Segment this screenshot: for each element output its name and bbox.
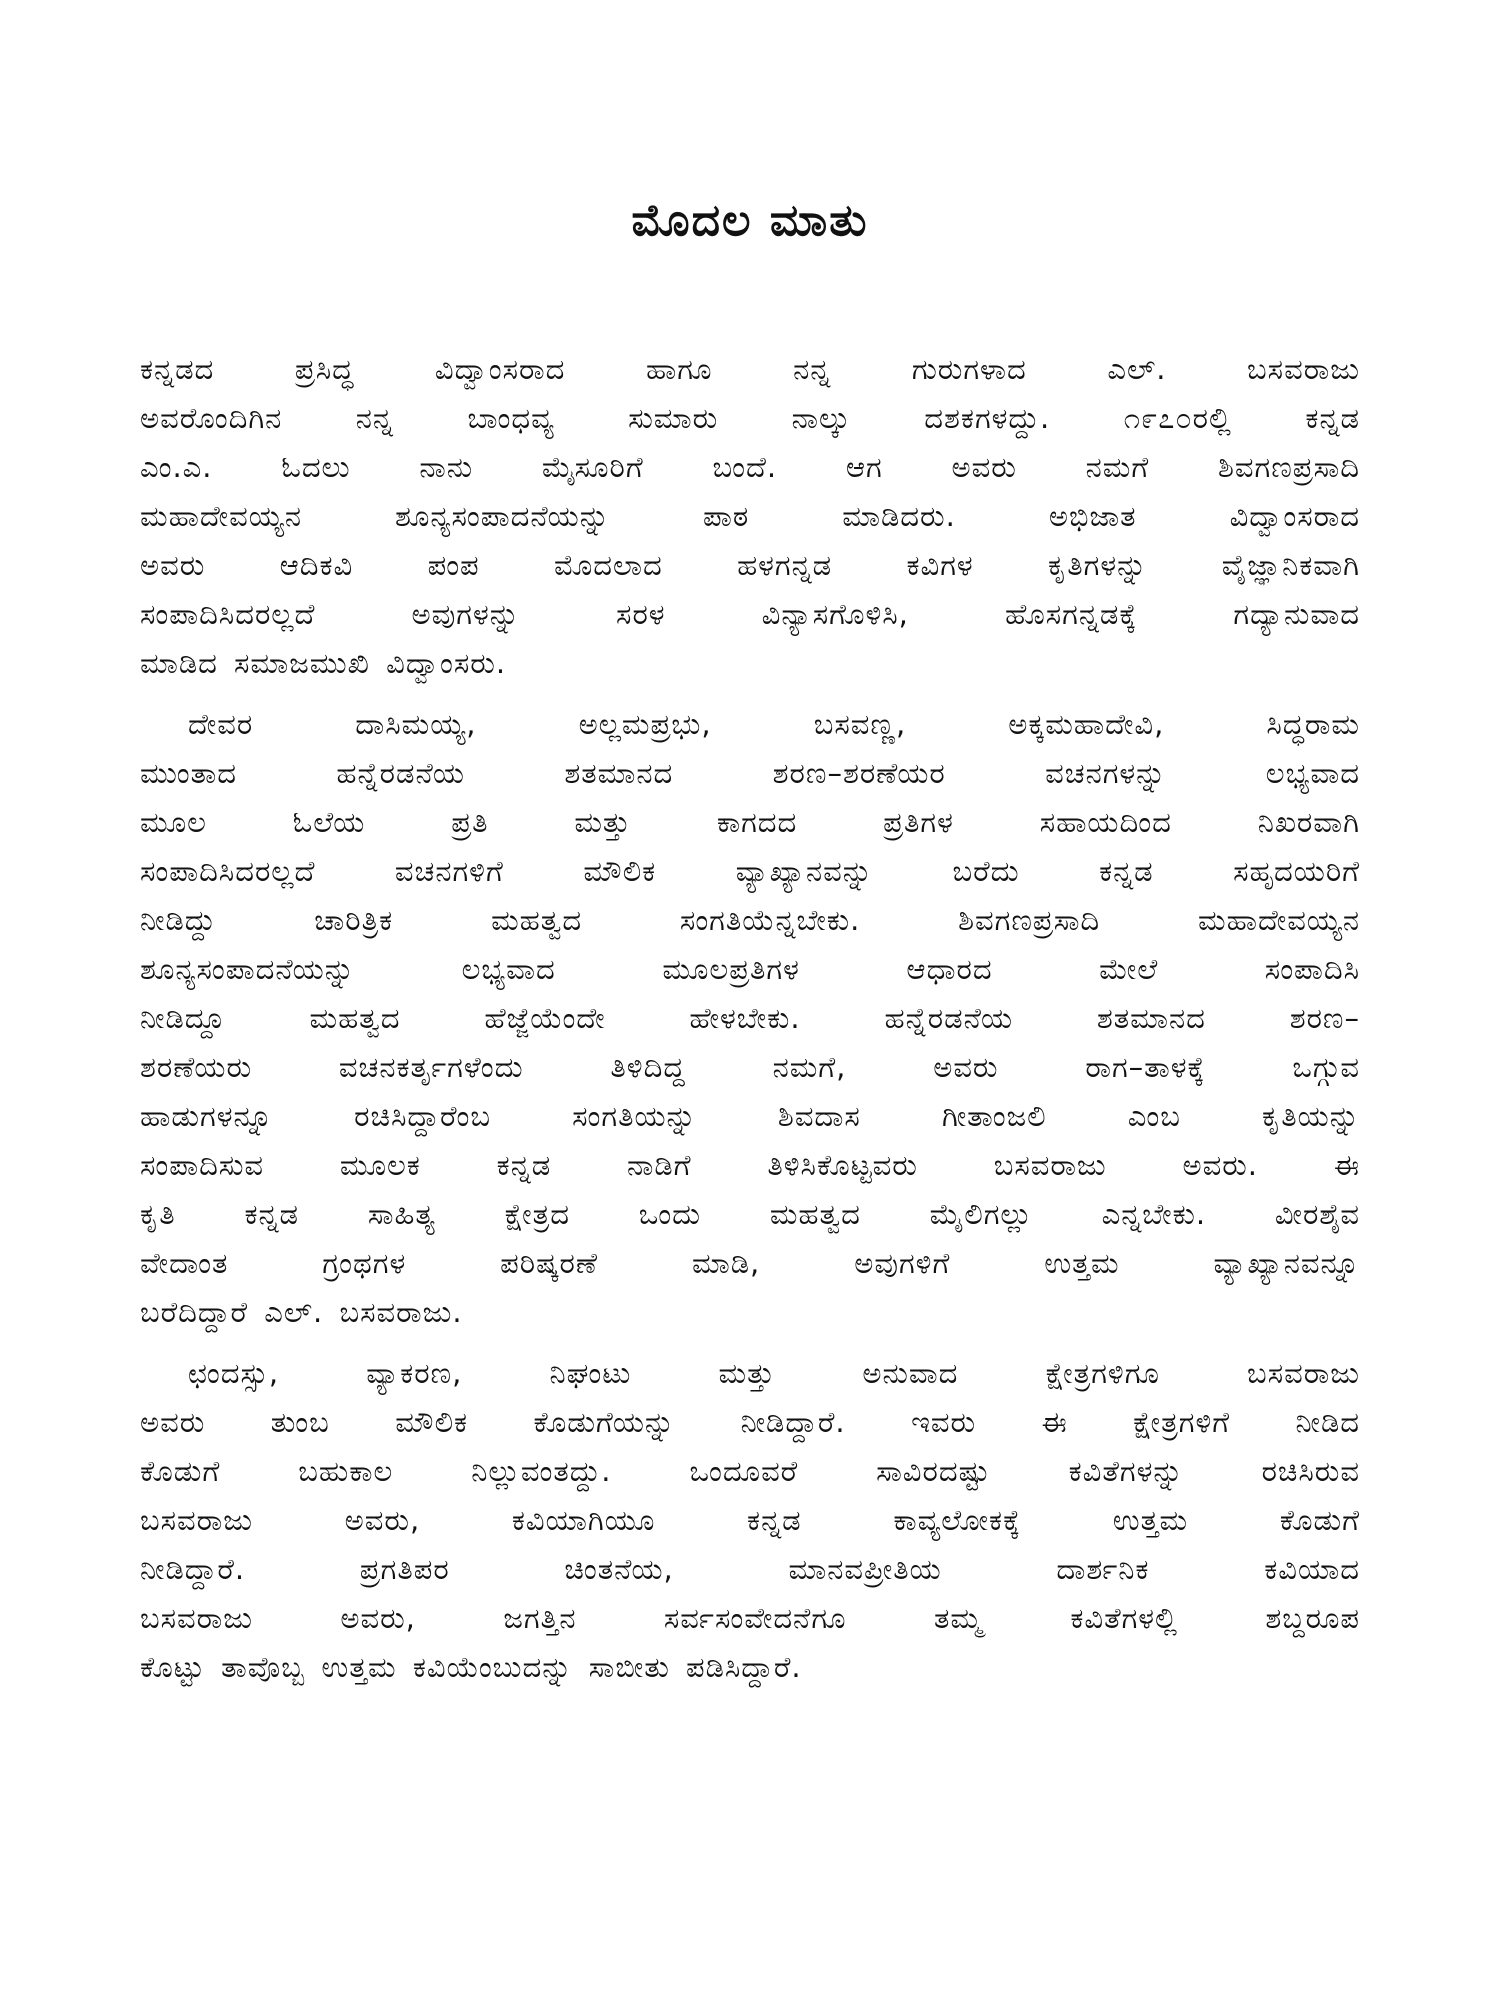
text-line: ಮುಂತಾದ ಹನ್ನೆರಡನೆಯ ಶತಮಾನದ ಶರಣ–ಶರಣೆಯರ ವಚನಗಳನ್ನು ಲಭ್ಯವಾದ	[140, 756, 1360, 790]
text-line: ಕೃತಿ ಕನ್ನಡ ಸಾಹಿತ್ಯ ಕ್ಷೇತ್ರದ ಒಂದು ಮಹತ್ವದ ಮೈಲಿಗಲ್ಲು ಎನ್ನಬೇಕು. ವೀರಶೈವ	[140, 1197, 1360, 1231]
text-line: ಸಂಪಾದಿಸಿದರಲ್ಲದೆ ಅವುಗಳನ್ನು ಸರಳ ವಿನ್ಯಾಸಗೊಳಿಸಿ, ಹೊಸಗನ್ನಡಕ್ಕೆ ಗದ್ಯಾನುವಾದ	[140, 597, 1360, 631]
text-line: ಮಹಾದೇವಯ್ಯನ ಶೂನ್ಯಸಂಪಾದನೆಯನ್ನು ಪಾಠ ಮಾಡಿದರು. ಅಭಿಜಾತ ವಿದ್ವಾಂಸರಾದ	[140, 499, 1360, 533]
text-line: ನೀಡಿದ್ದೂ ಮಹತ್ವದ ಹೆಜ್ಜೆಯೆಂದೇ ಹೇಳಬೇಕು. ಹನ್ನೆರಡನೆಯ ಶತಮಾನದ ಶರಣ–	[140, 1001, 1360, 1035]
text-line: ಮೂಲ ಓಲೆಯ ಪ್ರತಿ ಮತ್ತು ಕಾಗದದ ಪ್ರತಿಗಳ ಸಹಾಯದಿಂದ ನಿಖರವಾಗಿ	[140, 805, 1360, 839]
text-line: ಅವರು ಆದಿಕವಿ ಪಂಪ ಮೊದಲಾದ ಹಳಗನ್ನಡ ಕವಿಗಳ ಕೃತಿಗಳನ್ನು ವೈಜ್ಞಾನಿಕವಾಗಿ	[140, 548, 1360, 582]
document-body	[140, 345, 1360, 1704]
text-line: ಎಂ.ಎ. ಓದಲು ನಾನು ಮೈಸೂರಿಗೆ ಬಂದೆ. ಆಗ ಅವರು ನಮಗೆ ಶಿವಗಣಪ್ರಸಾದಿ	[140, 450, 1360, 484]
text-line: ಅವರೊಂದಿಗಿನ ನನ್ನ ಬಾಂಧವ್ಯ ಸುಮಾರು ನಾಲ್ಕು ದಶಕಗಳದ್ದು. ೧೯೭೦ರಲ್ಲಿ ಕನ್ನಡ	[140, 401, 1360, 435]
paragraph-2	[140, 700, 1360, 1337]
text-line: ಶೂನ್ಯಸಂಪಾದನೆಯನ್ನು ಲಭ್ಯವಾದ ಮೂಲಪ್ರತಿಗಳ ಆಧಾರದ ಮೇಲೆ ಸಂಪಾದಿಸಿ	[140, 952, 1360, 986]
text-line: ಕೊಟ್ಟು ತಾವೊಬ್ಬ ಉತ್ತಮ ಕವಿಯೆಂಬುದನ್ನು ಸಾಬೀತು ಪಡಿಸಿದ್ದಾರೆ.	[140, 1650, 802, 1684]
text-line: ಛಂದಸ್ಸು, ವ್ಯಾಕರಣ, ನಿಘಂಟು ಮತ್ತು ಅನುವಾದ ಕ್ಷೇತ್ರಗಳಿಗೂ ಬಸವರಾಜು	[188, 1356, 1360, 1390]
text-line: ಕನ್ನಡದ ಪ್ರಸಿದ್ಧ ವಿದ್ವಾಂಸರಾದ ಹಾಗೂ ನನ್ನ ಗುರುಗಳಾದ ಎಲ್. ಬಸವರಾಜು	[140, 352, 1360, 386]
text-line: ಬರೆದಿದ್ದಾರೆ ಎಲ್. ಬಸವರಾಜು.	[140, 1295, 463, 1329]
text-line: ಸಂಪಾದಿಸುವ ಮೂಲಕ ಕನ್ನಡ ನಾಡಿಗೆ ತಿಳಿಸಿಕೊಟ್ಟವರು ಬಸವರಾಜು ಅವರು. ಈ	[140, 1148, 1360, 1182]
text-line: ನೀಡಿದ್ದು ಚಾರಿತ್ರಿಕ ಮಹತ್ವದ ಸಂಗತಿಯೆನ್ನಬೇಕು. ಶಿವಗಣಪ್ರಸಾದಿ ಮಹಾದೇವಯ್ಯನ	[140, 903, 1360, 937]
text-line: ಕೊಡುಗೆ ಬಹುಕಾಲ ನಿಲ್ಲುವಂತದ್ದು. ಒಂದೂವರೆ ಸಾವಿರದಷ್ಟು ಕವಿತೆಗಳನ್ನು ರಚಿಸಿರುವ	[140, 1454, 1360, 1488]
paragraph-1	[140, 345, 1360, 688]
text-line: ಬಸವರಾಜು ಅವರು, ಜಗತ್ತಿನ ಸರ್ವಸಂವೇದನೆಗೂ ತಮ್ಮ ಕವಿತೆಗಳಲ್ಲಿ ಶಬ್ದರೂಪ	[140, 1601, 1360, 1635]
text-line: ದೇವರ ದಾಸಿಮಯ್ಯ, ಅಲ್ಲಮಪ್ರಭು, ಬಸವಣ್ಣ, ಅಕ್ಕಮಹಾದೇವಿ, ಸಿದ್ಧರಾಮ	[188, 707, 1360, 741]
text-line: ಸಂಪಾದಿಸಿದರಲ್ಲದೆ ವಚನಗಳಿಗೆ ಮೌಲಿಕ ವ್ಯಾಖ್ಯಾನವನ್ನು ಬರೆದು ಕನ್ನಡ ಸಹೃದಯರಿಗೆ	[140, 854, 1360, 888]
text-line: ಮಾಡಿದ ಸಮಾಜಮುಖಿ ವಿದ್ವಾಂಸರು.	[140, 646, 507, 680]
page-title: ಮೊದಲ ಮಾತು	[631, 195, 869, 246]
text-line: ಅವರು ತುಂಬ ಮೌಲಿಕ ಕೊಡುಗೆಯನ್ನು ನೀಡಿದ್ದಾರೆ. ಇವರು ಈ ಕ್ಷೇತ್ರಗಳಿಗೆ ನೀಡಿದ	[140, 1405, 1360, 1439]
text-line: ವೇದಾಂತ ಗ್ರಂಥಗಳ ಪರಿಷ್ಕರಣೆ ಮಾಡಿ, ಅವುಗಳಿಗೆ ಉತ್ತಮ ವ್ಯಾಖ್ಯಾನವನ್ನೂ	[140, 1246, 1360, 1280]
paragraph-3	[140, 1349, 1360, 1692]
text-line: ನೀಡಿದ್ದಾರೆ. ಪ್ರಗತಿಪರ ಚಿಂತನೆಯ, ಮಾನವಪ್ರೀತಿಯ ದಾರ್ಶನಿಕ ಕವಿಯಾದ	[140, 1552, 1360, 1586]
text-line: ಶರಣೆಯರು ವಚನಕರ್ತೃಗಳೆಂದು ತಿಳಿದಿದ್ದ ನಮಗೆ, ಅವರು ರಾಗ–ತಾಳಕ್ಕೆ ಒಗ್ಗುವ	[140, 1050, 1360, 1084]
text-line: ಬಸವರಾಜು ಅವರು, ಕವಿಯಾಗಿಯೂ ಕನ್ನಡ ಕಾವ್ಯಲೋಕಕ್ಕೆ ಉತ್ತಮ ಕೊಡುಗೆ	[140, 1503, 1360, 1537]
text-line: ಹಾಡುಗಳನ್ನೂ ರಚಿಸಿದ್ದಾರೆಂಬ ಸಂಗತಿಯನ್ನು ಶಿವದಾಸ ಗೀತಾಂಜಲಿ ಎಂಬ ಕೃತಿಯನ್ನು	[140, 1099, 1360, 1133]
